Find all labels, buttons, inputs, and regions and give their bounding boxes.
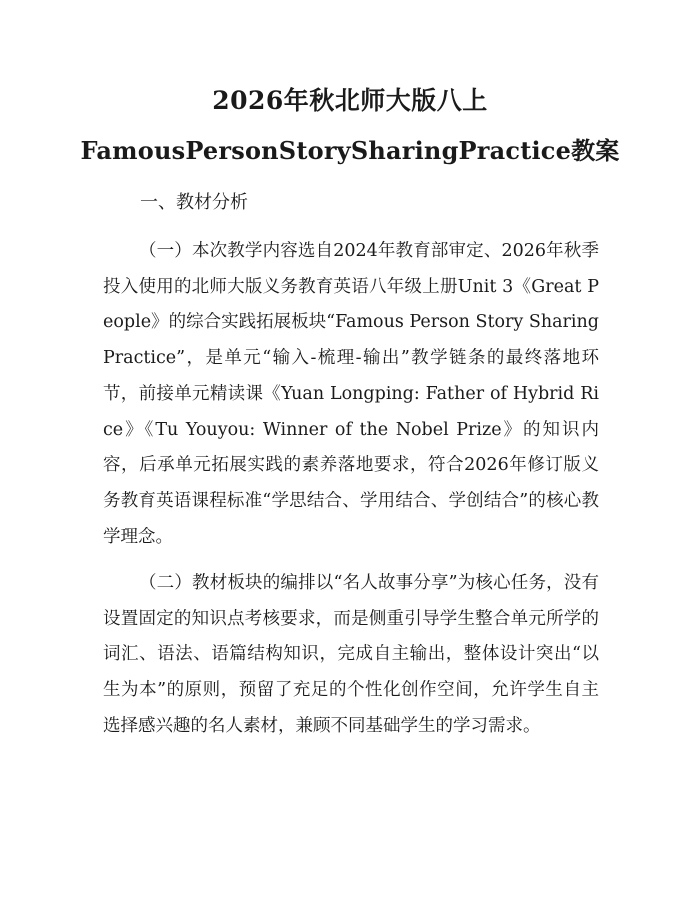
document-title-line-2: FamousPersonStorySharingPractice教案 [80, 136, 620, 165]
section-heading: 一、教材分析 [140, 192, 248, 213]
paragraph-2: （二）教材板块的编排以“名人故事分享”为核心任务，没有设置固定的知识点考核要求，而是侧重引导学生整合单元所学的词汇、语法、语篇结构知识，完成自主输出，整体设计突出“以生为本”的原则，预留了充足的个性化创作空间，允许学生自主选择感兴趣的名人素材，兼顾不同基础学生的学习需求。 [103, 573, 599, 736]
document-title-line-1: 2026年秋北师大版八上 [212, 86, 488, 115]
paragraph-1: （一）本次教学内容选自2024年教育部审定、2026年秋季投入使用的北师大版义务教育英语八年级上册Unit 3《Great People》的综合实践拓展板块“Famous Person Story Sharing Practice”，是单元“输入-梳理-输出”教学链条的最终落地环节，前接单元精读课《Yuan Longping: Father of Hybrid Rice》《Tu Youyou: Winner of the Nobel Prize》的知识内容，后承单元拓展实践的素养落地要求，符合2026年修订版义务教育英语课程标准“学思结合、学用结合、学创结合”的核心教学理念。 [103, 241, 599, 547]
